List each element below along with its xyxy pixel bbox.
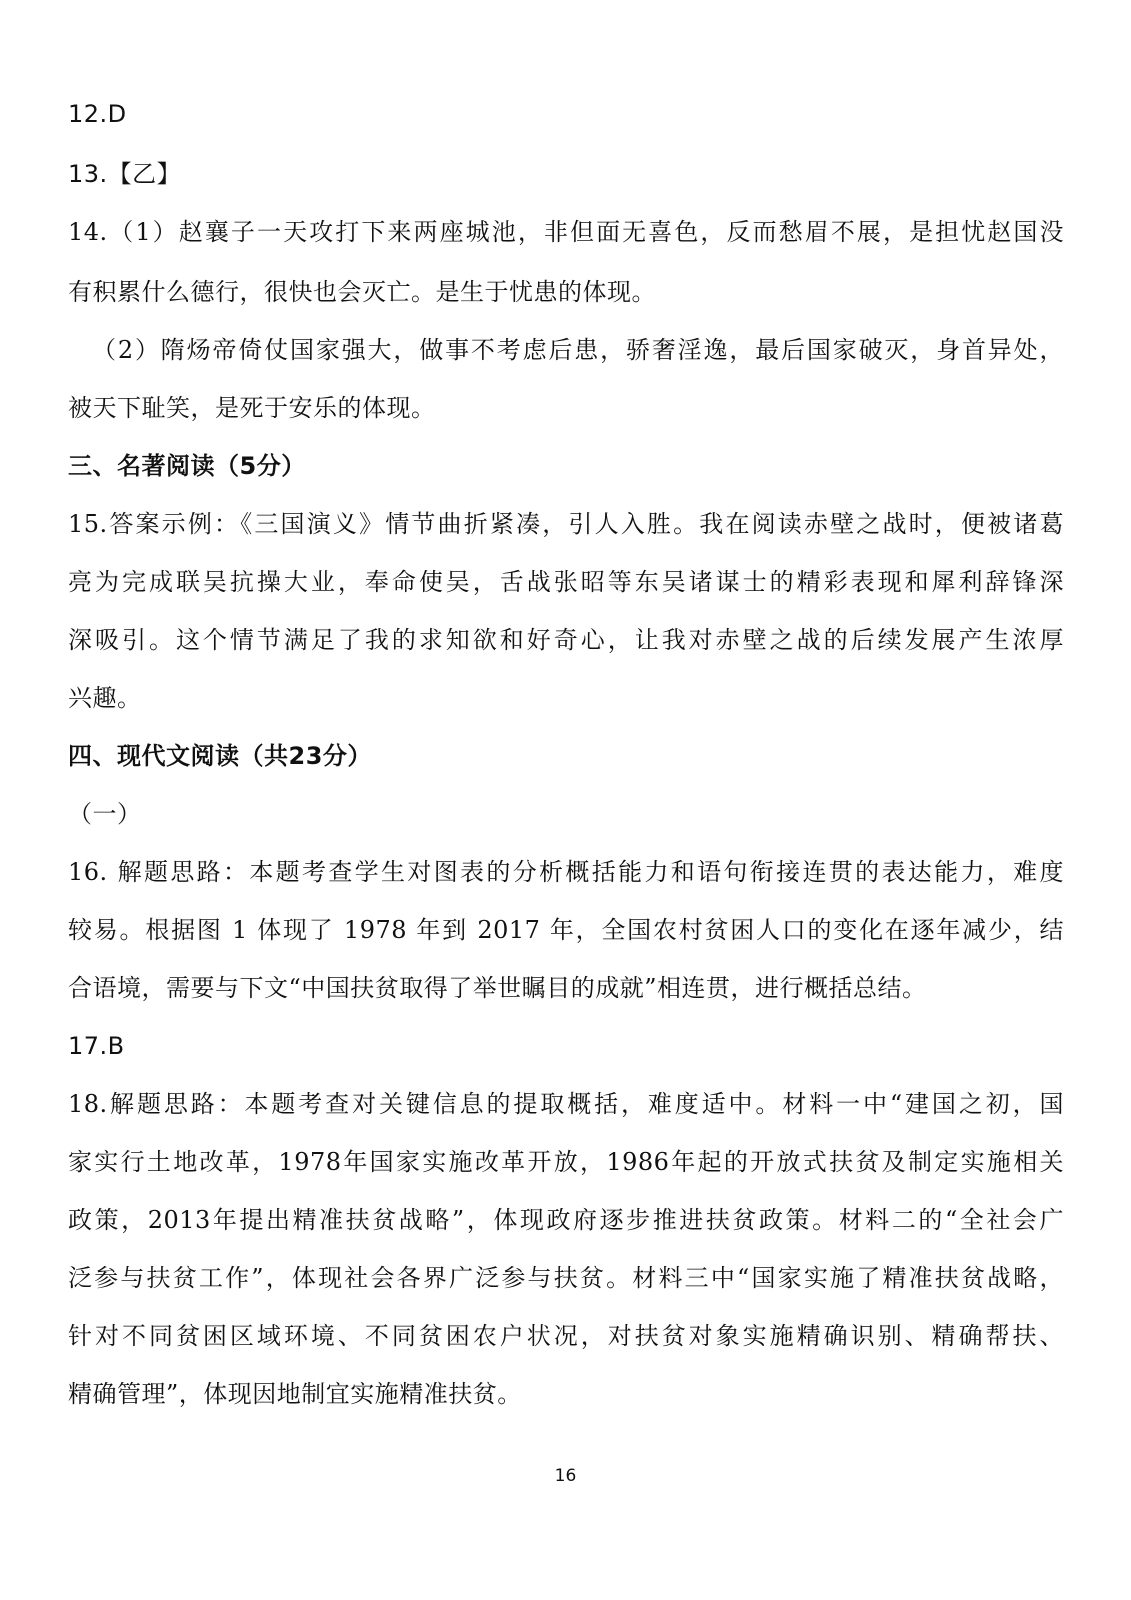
answer-18-line-4: 泛参与扶贫工作”，体现社会各界广泛参与扶贫。材料三中“国家实施了精准扶贫战略， [68,1264,1064,1292]
answer-14-line-1: 14.（1）赵襄子一天攻打下来两座城池，非但面无喜色，反而愁眉不展，是担忧赵国没 [68,218,1064,246]
answer-15-line-2: 亮为完成联吴抗操大业，奉命使吴，舌战张昭等东吴诸谋士的精彩表现和犀利辞锋深 [68,568,1064,596]
answer-18-line-3: 政策，2013年提出精准扶贫战略”，体现政府逐步推进扶贫政策。材料二的“全社会广 [68,1206,1064,1234]
answer-17: 17.B [68,1032,125,1060]
answer-18-line-5: 针对不同贫困区域环境、不同贫困农户状况，对扶贫对象实施精确识别、精确帮扶、 [68,1322,1064,1350]
section-heading-modern-reading: 四、现代文阅读（共23分） [68,742,372,770]
answer-16-line-1: 16. 解题思路：本题考查学生对图表的分析概括能力和语句衔接连贯的表达能力，难度 [68,858,1064,886]
answer-14-part-2-line-1: （2）隋炀帝倚仗国家强大，做事不考虑后患，骄奢淫逸，最后国家破灭，身首异处， [92,336,1064,364]
answer-14-part-2-line-2: 被天下耻笑，是死于安乐的体现。 [68,394,436,422]
answer-15-line-4: 兴趣。 [68,684,142,712]
answer-15-line-1: 15.答案示例：《三国演义》情节曲折紧凑，引人入胜。我在阅读赤壁之战时，便被诸葛 [68,510,1064,538]
answer-15-line-3: 深吸引。这个情节满足了我的求知欲和好奇心，让我对赤壁之战的后续发展产生浓厚 [68,626,1064,654]
answer-13: 13.【乙】 [68,160,182,188]
answer-18-line-2: 家实行土地改革，1978年国家实施改革开放，1986年起的开放式扶贫及制定实施相关 [68,1148,1064,1176]
section-heading-classics: 三、名著阅读（5分） [68,452,306,480]
answer-18-line-1: 18.解题思路：本题考查对关键信息的提取概括，难度适中。材料一中“建国之初，国 [68,1090,1064,1118]
answer-18-line-6: 精确管理”，体现因地制宜实施精准扶贫。 [68,1380,522,1408]
answer-14-line-2: 有积累什么德行，很快也会灭亡。是生于忧患的体现。 [68,278,656,306]
answer-16-line-2: 较易。根据图 1 体现了 1978 年到 2017 年，全国农村贫困人口的变化在逐年减少，结 [68,916,1064,944]
page-number: 16 [554,1466,577,1486]
answer-16-line-3: 合语境，需要与下文“中国扶贫取得了举世瞩目的成就”相连贯，进行概括总结。 [68,974,927,1002]
answer-12: 12.D [68,100,127,128]
subsection-heading-1: （一） [68,800,142,828]
